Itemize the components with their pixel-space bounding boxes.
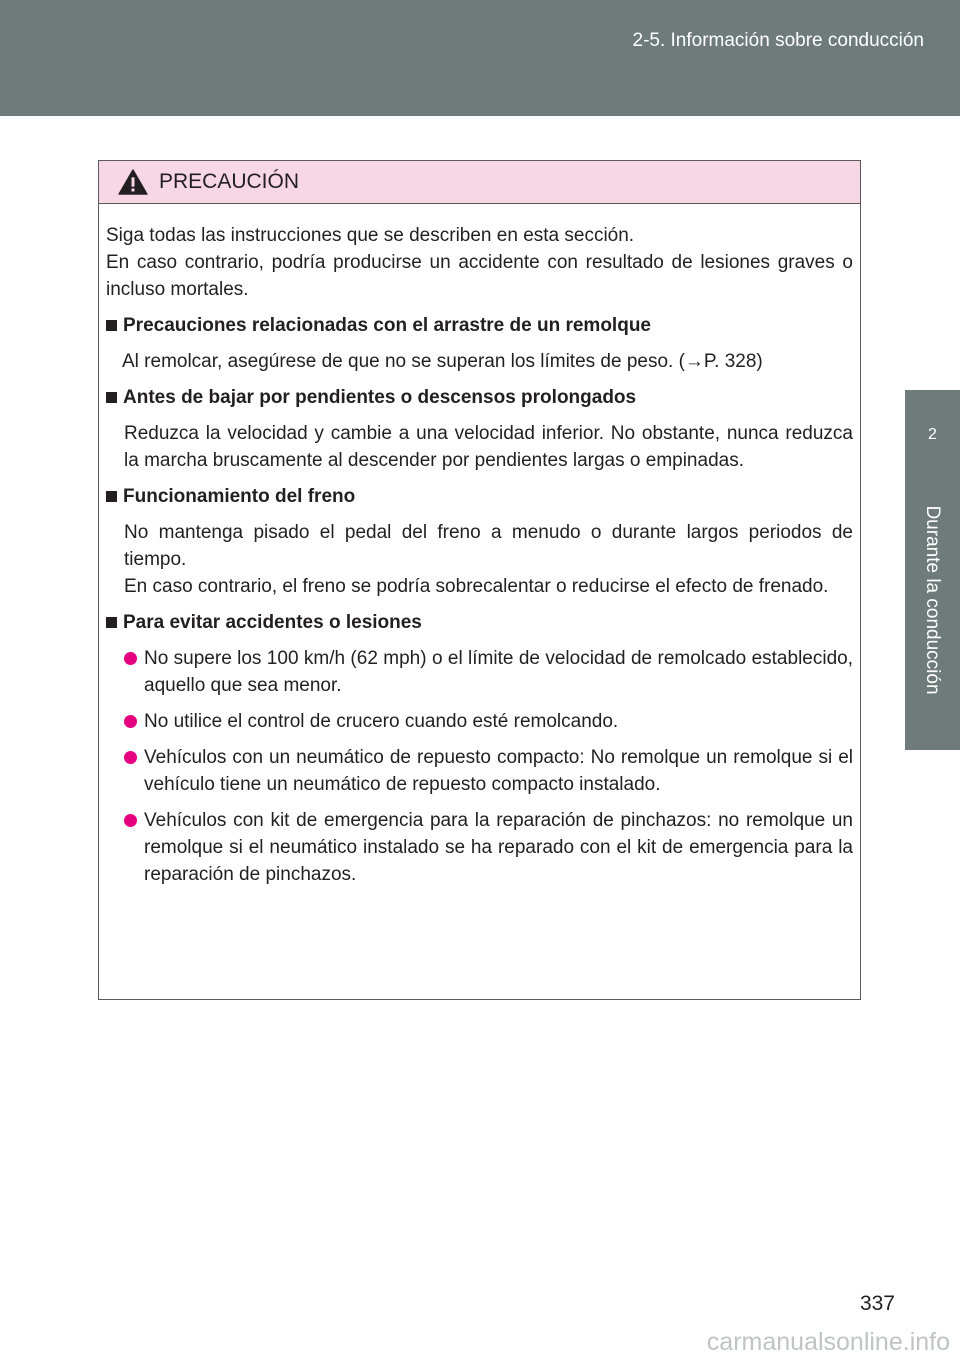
chapter-number: 2 xyxy=(928,426,937,443)
round-bullet-icon xyxy=(124,652,137,665)
chapter-title: Durante la conducción xyxy=(922,505,943,695)
caution-body xyxy=(99,204,860,888)
caution-box xyxy=(98,160,861,1000)
caution-intro-line2: En caso contrario, podría producirse un accidente con resultado de lesiones graves o incluso mortales. xyxy=(106,252,853,300)
caution-intro xyxy=(106,222,853,303)
section-header: 2-5. Información sobre conducción xyxy=(632,30,924,51)
section-heading-accidents: Para evitar accidentes o lesiones xyxy=(106,609,853,636)
list-item: Vehículos con kit de emergencia para la reparación de pinchazos: no remolque un remolque si el neumático instalado se ha reparado con el kit de emergencia para la reparación de pinchazos. xyxy=(106,807,853,888)
list-item: No utilice el control de crucero cuando esté remolcando. xyxy=(106,708,853,735)
header-band xyxy=(0,0,960,116)
warning-triangle-icon xyxy=(117,169,149,195)
page-number: 337 xyxy=(859,1292,895,1315)
caution-title: PRECAUCIÓN xyxy=(159,170,300,193)
watermark: carmanualsonline.info xyxy=(706,1328,950,1356)
list-item: No supere los 100 km/h (62 mph) o el límite de velocidad de remolcado establecido, aquello que sea menor. xyxy=(106,645,853,699)
section-text-towing: Al remolcar, asegúrese de que no se superan los límites de peso. (→P. 328) xyxy=(122,351,763,372)
section-heading-brake: Funcionamiento del freno xyxy=(106,483,853,510)
square-bullet-icon xyxy=(106,491,117,502)
square-bullet-icon xyxy=(106,320,117,331)
round-bullet-icon xyxy=(124,715,137,728)
round-bullet-icon xyxy=(124,814,137,827)
square-bullet-icon xyxy=(106,392,117,403)
caution-header xyxy=(99,161,860,204)
section-heading-slopes: Antes de bajar por pendientes o descensos prolongados xyxy=(106,384,853,411)
section-text-brake: No mantenga pisado el pedal del freno a menudo o durante largos periodos de tiempo. En caso contrario, el freno se podría sobrecalentar o reducirse el efecto de frenado. xyxy=(124,522,853,597)
list-item: Vehículos con un neumático de repuesto compacto: No remolque un remolque si el vehículo tiene un neumático de repuesto compacto instalado. xyxy=(106,744,853,798)
section-heading-towing: Precauciones relacionadas con el arrastre de un remolque xyxy=(106,312,853,339)
caution-intro-line1: Siga todas las instrucciones que se describen en esta sección. xyxy=(106,225,635,246)
round-bullet-icon xyxy=(124,751,137,764)
square-bullet-icon xyxy=(106,617,117,628)
section-text-slopes: Reduzca la velocidad y cambie a una velocidad inferior. No obstante, nunca reduzca la marcha bruscamente al descender por pendientes largas o empinadas. xyxy=(124,423,853,471)
